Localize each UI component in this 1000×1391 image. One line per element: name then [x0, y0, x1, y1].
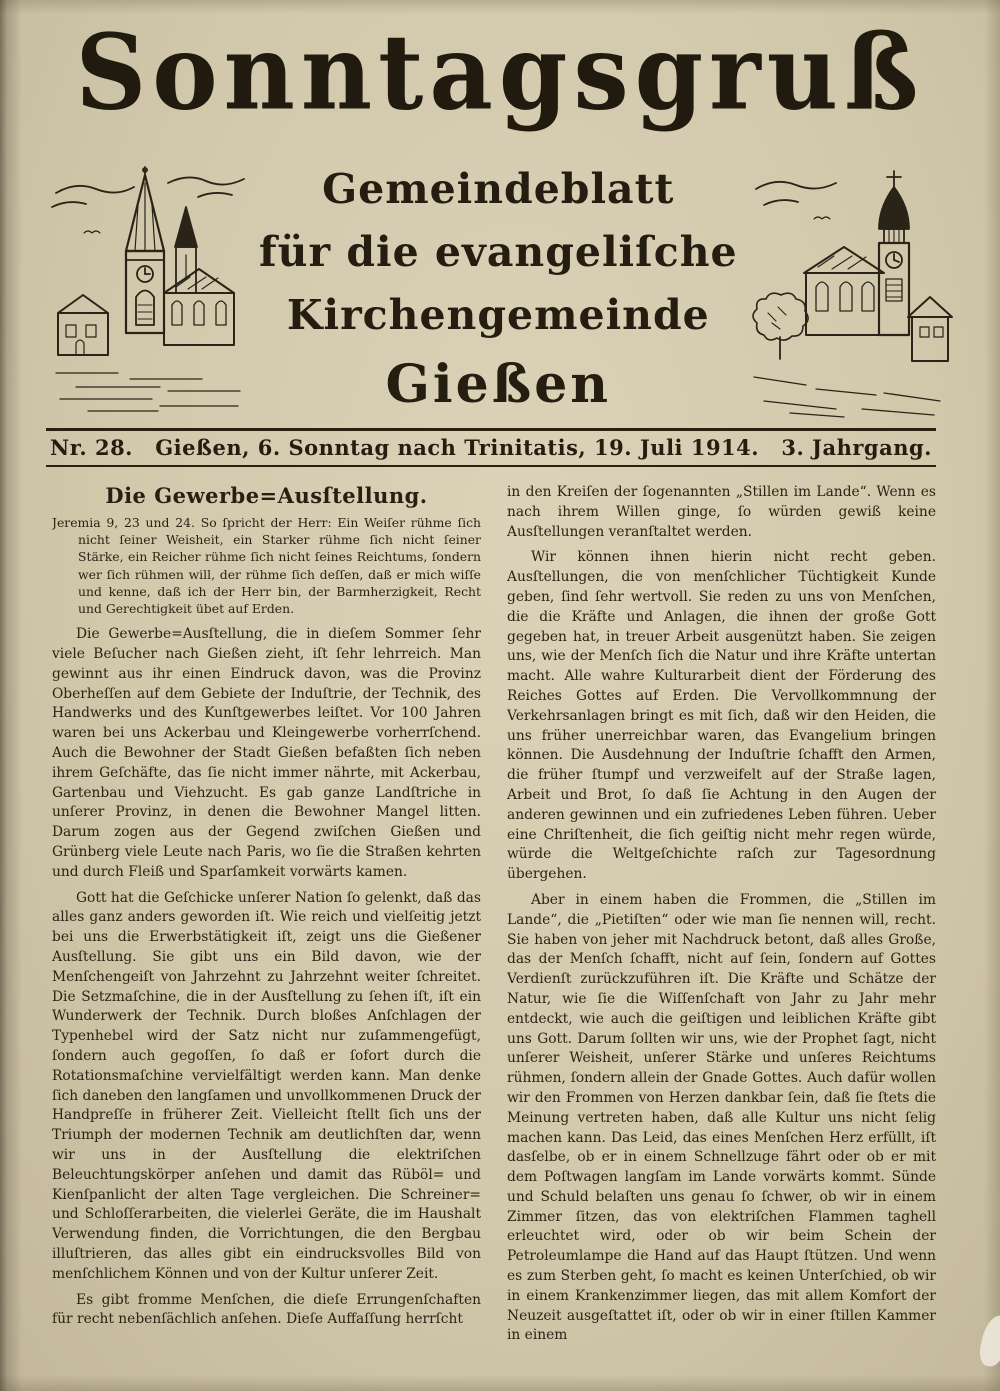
article-heading: Die Gewerbe=Ausſtellung.	[105, 483, 428, 508]
article-paragraph: Es gibt fromme Menſchen, die dieſe Errungenſchaften für recht nebenſächlich anſehen. Dieſe Auffaſſung herrſcht	[52, 1291, 481, 1328]
masthead-subtitle-line: für die evangeliſche	[259, 227, 738, 276]
masthead-subtitle-line: Gemeindeblatt	[322, 165, 675, 213]
scripture-lead: Jeremia 9, 23 und 24. So ſpricht der Herr: Ein Weiſer rühme ſich nicht ſeiner Weisheit, ein Starker rühme ſich nicht ſeiner Stärke, ein Reicher rühme ſich nicht ſeines Reichtums, ſondern wer ſich rühmen will, der rühme ſich deſſen, daß er mich wiſſe und kenne, daß ich der Herr bin, der Barmherzigkeit, Recht und Gerechtigkeit übet auf Erden.	[52, 515, 481, 617]
column-right	[507, 483, 936, 1383]
volume-number: 3. Jahrgang.	[781, 435, 932, 460]
article-paragraph: Aber in einem haben die Frommen, die „Stillen im Lande“, die „Pietiſten“ oder wie man ſie nennen will, recht. Sie haben von jeher mit Nachdruck betont, daß alles Große, das der Menſch ſchafft, nicht auf ſein, ſondern auf Gottes Verdienſt zurückzuführen iſt. Die Kräfte und Schätze der Natur, wie ſie die Wiſſenſchaft von Jahr zu Jahr mehr entdeckt, wie auch die geiſtigen und leiblichen Kräfte gibt uns Gott. Darum ſollten wir uns, wie der Prophet ſagt, nicht unſerer Weisheit, unſerer Stärke und unſeres Reichtums rühmen, ſondern allein der Gnade Gottes. Auch dafür wollen wir den Frommen von Herzen dankbar ſein, daß ſie ſtets die Meinung vertreten haben, daß alle Kultur uns nicht ſelig machen kann. Das Leid, das eines Menſchen Herz erfüllt, iſt dasſelbe, ob er in einem Schnellzuge fährt oder ob er mit dem Poſtwagen langſam im Lande vorwärts kommt. Sünde und Schuld belaſten uns genau ſo ſchwer, ob wir in einem Zimmer ſitzen, das von elektriſchen Flammen taghell erleuchtet wird, oder ob wir beim Schein der Petroleumlampe die Hand auf das Haupt ſtützen. Und wenn es zum Sterben geht, ſo macht es keinen Unterſchied, ob wir in einem Krankenzimmer liegen, das mit allem Komfort der Neuzeit ausgeſtattet iſt, oder ob wir in einer ſtillen Kammer in einem	[507, 891, 936, 1344]
masthead	[48, 163, 934, 421]
article-paragraph: in den Kreiſen der ſogenannten „Stillen im Lande“. Wenn es nach ihrem Willen ginge, ſo würden gewiß keine Ausſtellungen veranſtaltet werden.	[507, 484, 936, 540]
masthead-subtitle	[253, 163, 744, 421]
column-left	[52, 483, 481, 1383]
dateline-center: Gießen, 6. Sonntag nach Trinitatis, 19. Juli 1914.	[155, 435, 760, 460]
article-paragraph: Die Gewerbe=Ausſtellung, die in dieſem Sommer ſehr viele Beſucher nach Gießen zieht, iſt ſehr lehrreich. Man gewinnt aus ihr einen Eindruck davon, was die Provinz Oberheſſen auf dem Gebiete der Induſtrie, der Technik, des Handwerks und des Kunſtgewerbes leiſtet. Vor 100 Jahren waren bei uns Ackerbau und Kleingewerbe vorherrſchend. Auch die Bewohner der Stadt Gießen befaßten ſich neben ihrem Geſchäfte, das ſie nicht immer nährte, mit Ackerbau, Gartenbau und Viehzucht. Es gab ganze Landſtriche in unſerer Provinz, in denen die Bewohner Mangel litten. Darum zogen aus der Gegend zwiſchen Gießen und Grünberg viele Leute nach Paris, wo ſie die Straßen kehrten und durch Fleiß und Sparſamkeit vorwärts kamen.	[52, 626, 481, 880]
article-columns	[52, 483, 936, 1383]
torn-corner	[976, 1313, 1000, 1370]
newspaper-title: Sonntagsgruß	[75, 11, 925, 134]
dateline-section	[46, 428, 936, 467]
article-paragraph: Wir können ihnen hierin nicht recht geben. Ausſtellungen, die von menſchlicher Tüchtigkeit Kunde geben, ſind ſehr wertvoll. Sie reden zu uns von Menſchen, die die Kräfte und Anlagen, die ihnen der große Gott gegeben hat, in treuer Arbeit ausgenützt haben. Sie zeigen uns, wie der Menſch ſich die Natur und ihre Kräfte untertan macht. Alle wahre Kulturarbeit dient der Förderung des Reiches Gottes auf Erden. Die Vervollkommnung der Verkehrsanlagen bringt es mit ſich, daß wir den Heiden, die uns früher unerreichbar waren, das Evangelium bringen können. Die Ausdehnung der Induſtrie ſchafft den Armen, die früher ſtumpf und verzweifelt auf der Straße lagen, Arbeit und Brot, ſo daß ſie Achtung in den Augen der anderen gewinnen und ein zufriedenes Leben führen. Ueber eine Chriſtenheit, die ſich geiſtig nicht mehr regen würde, würde die Weltgeſchichte raſch zur Tagesordnung übergehen.	[507, 549, 936, 883]
dateline-rule-bottom	[46, 465, 936, 467]
church-illustration-right	[744, 163, 954, 421]
church-illustration-left	[48, 163, 253, 421]
dateline	[46, 431, 936, 465]
article-paragraph: Gott hat die Geſchicke unſerer Nation ſo gelenkt, daß das alles ganz anders geworden iſt. Wie reich und vielſeitig jetzt bei uns die Erwerbstätigkeit iſt, zeigt uns die Gießener Ausſtellung. Sie gibt uns ein Bild davon, wie der Menſchengeiſt von Jahrzehnt zu Jahrzehnt weiter ſchreitet. Die Setzmaſchine, die in der Ausſtellung zu ſehen iſt, iſt ein Wunderwerk der Technik. Durch bloßes Anſchlagen der Typenhebel wird der Satz nicht nur zuſammengefügt, ſondern auch gegoſſen, ſo daß er ſofort durch die Rotationsmaſchine vervielfältigt werden kann. Man denke ſich daneben den langſamen und unvollkommenen Druck der Handpreſſe in früherer Zeit. Vielleicht ſtellt ſich uns der Triumph der modernen Technik am deutlichſten dar, wenn wir uns in der Ausſtellung die elektriſchen Beleuchtungskörper anſehen und damit das Rüböl= und Kienſpanlicht der alten Tage vergleichen. Die Schreiner= und Schloſſerarbeiten, die vielerlei Geräte, die im Haushalt Verwendung finden, die Vorrichtungen, die den Bergbau illuſtrieren, das alles gibt ein eindrucksvolles Bild von menſchlichem Können und von der Kultur unſerer Zeit.	[52, 889, 481, 1282]
masthead-subtitle-line: Kirchengemeinde	[286, 290, 710, 339]
masthead-subtitle-line: Gießen	[385, 353, 612, 415]
issue-number: Nr. 28.	[50, 435, 133, 460]
